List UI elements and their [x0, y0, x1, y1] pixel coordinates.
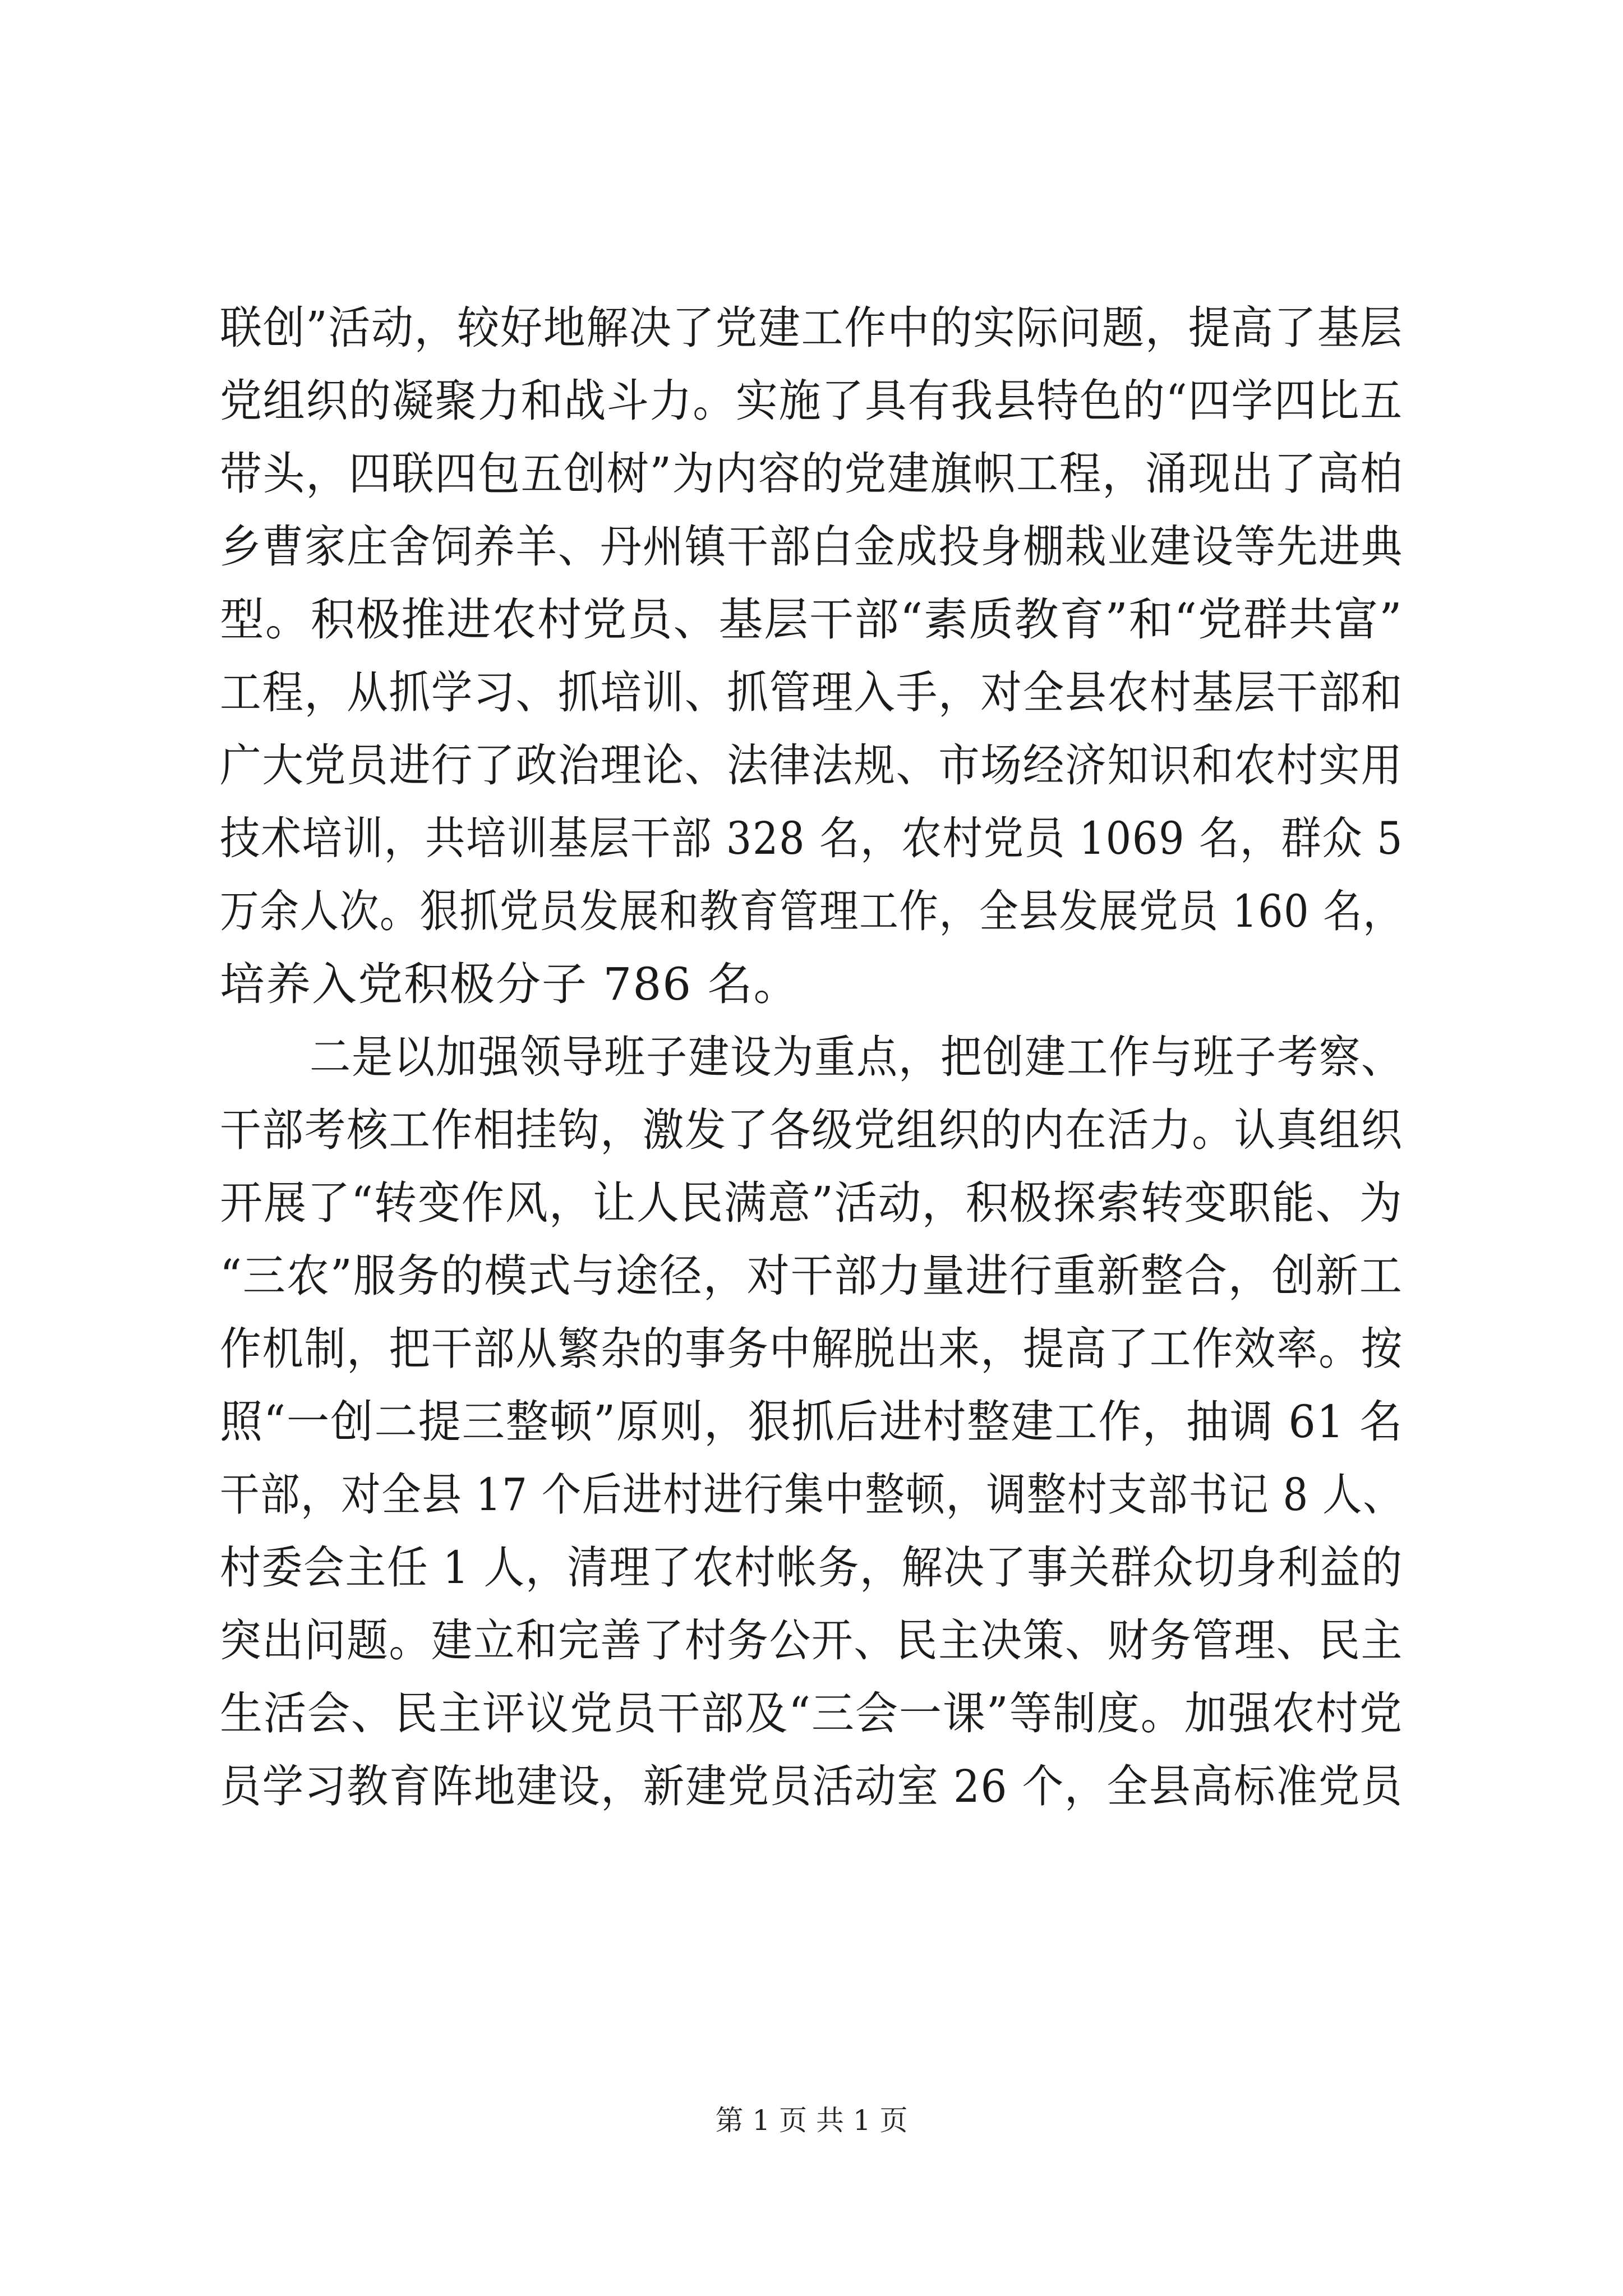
text-line: 型。积极推进农村党员、基层干部“素质教育”和“党群共富” [220, 593, 1403, 646]
text-line: 联创”活动，较好地解决了党建工作中的实际问题，提高了基层 [220, 302, 1403, 354]
text-line: 乡曹家庄舍饲养羊、丹州镇干部白金成投身棚栽业建设等先进典 [220, 521, 1403, 573]
text-line: 突出问题。建立和完善了村务公开、民主决策、财务管理、民主 [220, 1614, 1403, 1667]
paragraph-start-line: 二是以加强领导班子建设为重点，把创建工作与班子考察、 [310, 1031, 1403, 1083]
text-line: 开展了“转变作风，让人民满意”活动，积极探索转变职能、为 [220, 1177, 1403, 1229]
text-line: 员学习教育阵地建设，新建党员活动室 26 个，全县高标准党员 [220, 1760, 1403, 1812]
text-line: “三农”服务的模式与途径，对干部力量进行重新整合，创新工 [220, 1250, 1403, 1302]
page-footer: 第 1 页 共 1 页 [715, 2104, 908, 2137]
text-line: 干部，对全县 17 个后进村进行集中整顿，调整村支部书记 8 人、 [220, 1469, 1404, 1521]
text-line: 万余人次。狠抓党员发展和教育管理工作，全县发展党员 160 名， [220, 885, 1403, 937]
text-line: 技术培训，共培训基层干部 328 名，农村党员 1069 名，群众 5 [220, 812, 1404, 864]
text-line: 作机制，把干部从繁杂的事务中解脱出来，提高了工作效率。按 [220, 1323, 1403, 1375]
text-line: 干部考核工作相挂钩，激发了各级党组织的内在活力。认真组织 [220, 1104, 1403, 1156]
text-line: 培养入党积极分子 786 名。 [220, 958, 800, 1010]
text-line: 生活会、民主评议党员干部及“三会一课”等制度。加强农村党 [220, 1687, 1403, 1740]
text-line: 工程，从抓学习、抓培训、抓管理入手，对全县农村基层干部和 [220, 666, 1403, 719]
text-line: 照“一创二提三整顿”原则，狠抓后进村整建工作，抽调 61 名 [220, 1396, 1404, 1448]
text-line: 广大党员进行了政治理论、法律法规、市场经济知识和农村实用 [220, 739, 1403, 792]
text-line: 村委会主任 1 人，清理了农村帐务，解决了事关群众切身利益的 [220, 1542, 1403, 1594]
text-line: 党组织的凝聚力和战斗力。实施了具有我县特色的“四学四比五 [220, 375, 1403, 427]
text-line: 带头，四联四包五创树”为内容的党建旗帜工程，涌现出了高柏 [220, 448, 1403, 500]
